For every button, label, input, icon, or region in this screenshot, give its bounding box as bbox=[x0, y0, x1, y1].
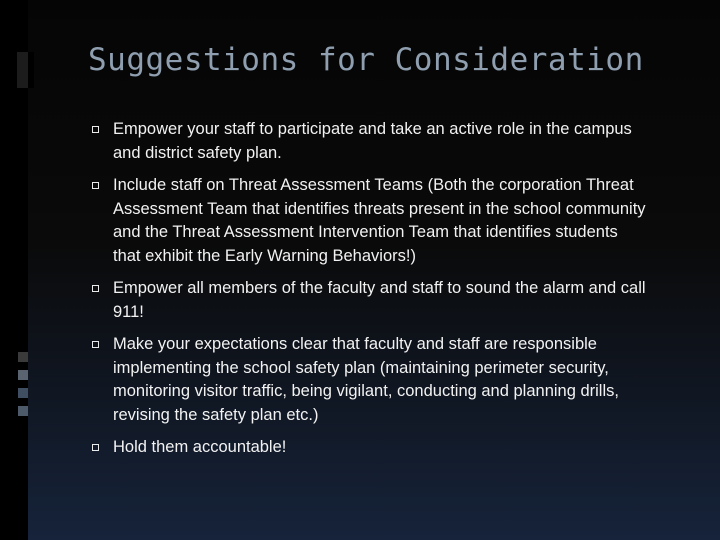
square-bullet-icon bbox=[92, 285, 99, 292]
bullet-item bbox=[88, 333, 648, 427]
bullet-list bbox=[88, 118, 648, 469]
bullet-item bbox=[88, 118, 648, 165]
square-bullet-icon bbox=[92, 182, 99, 189]
side-mark bbox=[18, 370, 28, 380]
square-bullet-icon bbox=[92, 126, 99, 133]
side-mark bbox=[18, 352, 28, 362]
side-decoration bbox=[18, 352, 28, 424]
bullet-text: Hold them accountable! bbox=[113, 438, 287, 456]
side-mark bbox=[18, 388, 28, 398]
bullet-item bbox=[88, 436, 648, 460]
bullet-item bbox=[88, 174, 648, 268]
square-bullet-icon bbox=[92, 341, 99, 348]
bullet-text: Make your expectations clear that faculty and staff are responsible implementing the school safety plan (maintaining perimeter security, monitoring visitor traffic, being vigilant, conducting and planning drills, revising the safety plan etc.) bbox=[113, 335, 619, 424]
title-accent-bar-edge bbox=[28, 52, 34, 88]
square-bullet-icon bbox=[92, 444, 99, 451]
bullet-item bbox=[88, 277, 648, 324]
side-mark bbox=[18, 406, 28, 416]
slide-title: Suggestions for Consideration bbox=[88, 42, 644, 78]
bullet-text: Empower your staff to participate and take an active role in the campus and district safety plan. bbox=[113, 120, 632, 162]
bullet-text: Empower all members of the faculty and staff to sound the alarm and call 911! bbox=[113, 279, 646, 321]
title-accent-bar bbox=[17, 52, 28, 88]
bullet-text: Include staff on Threat Assessment Teams (Both the corporation Threat Assessment Team that identifies threats present in the school community and the Threat Assessment Intervention Team that identifies students that exhibit the Early Warning Behaviors!) bbox=[113, 176, 646, 265]
